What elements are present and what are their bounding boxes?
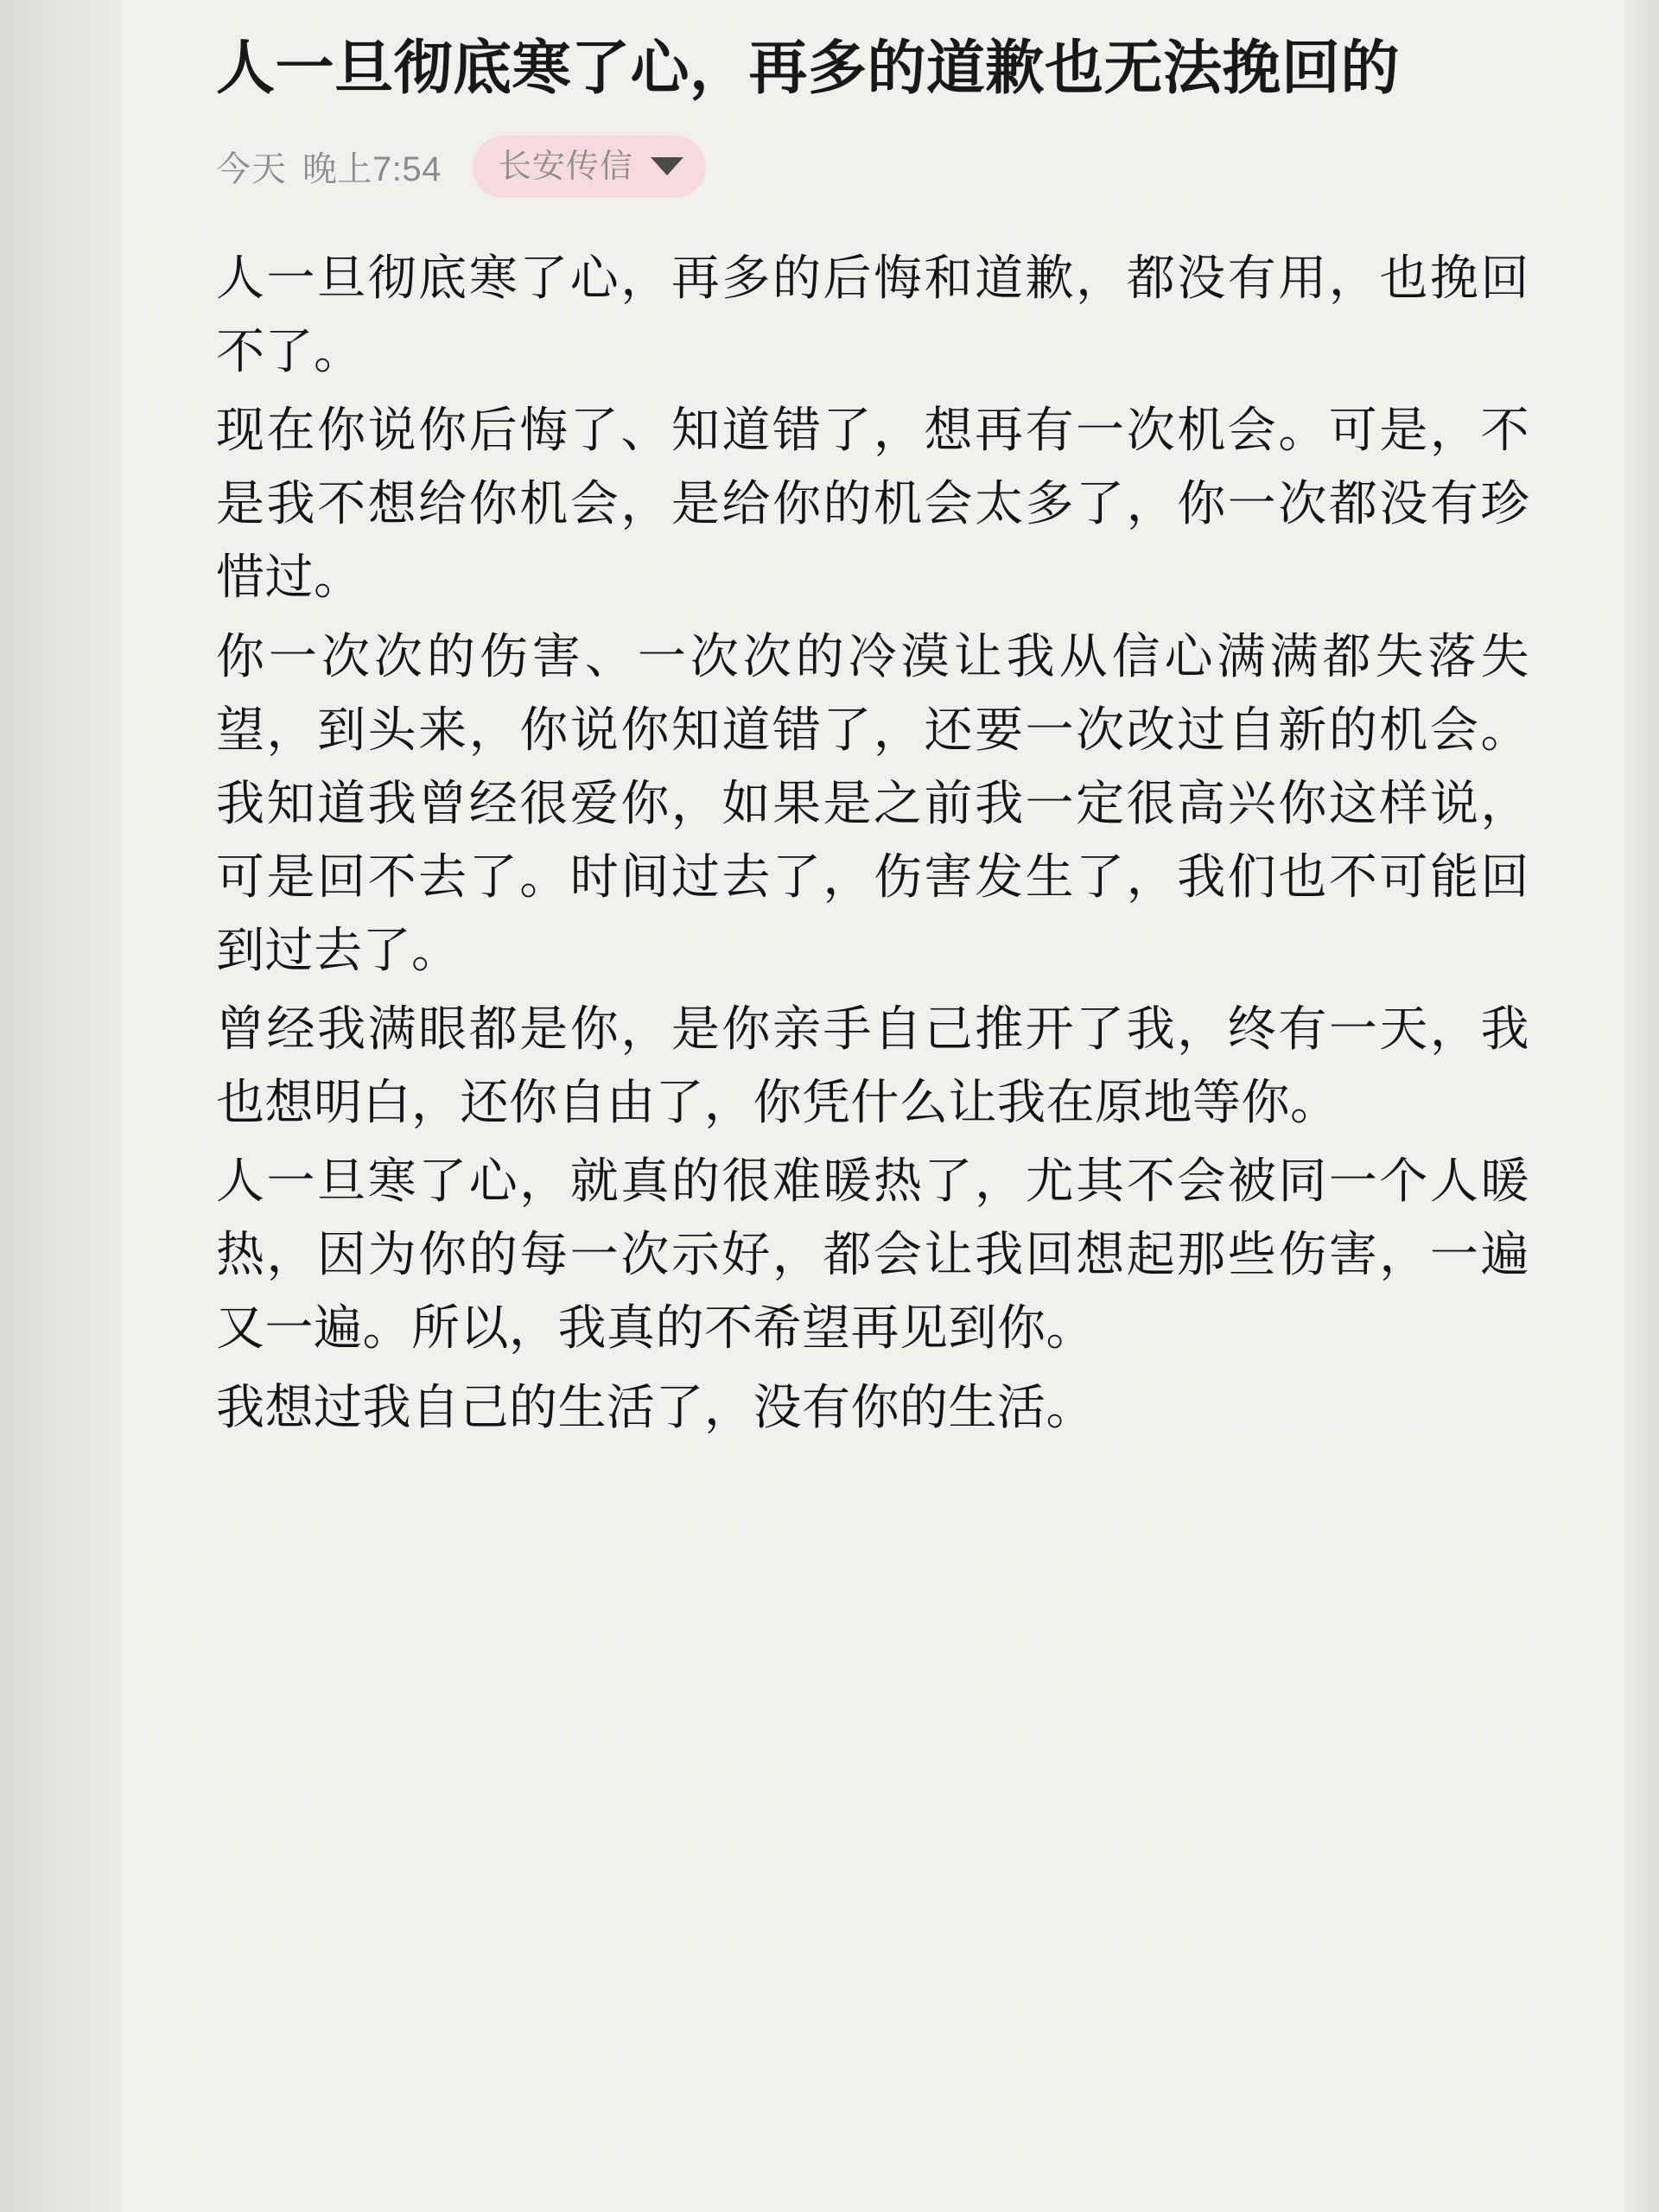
page-right-edge [1624,0,1659,2212]
chevron-down-icon[interactable] [651,157,683,175]
article-paragraph: 曾经我满眼都是你，是你亲手自己推开了我，终有一天，我也想明白，还你自由了，你凭什么让我在原地等你。 [216,1001,1529,1130]
publish-date: 今天 [216,150,287,189]
publish-time: 晚上7:54 [302,150,442,189]
article-body [216,241,1529,1444]
article-meta [216,134,1529,200]
article-paragraph: 人一旦彻底寒了心，再多的后悔和道歉，都没有用，也挽回不了。 [216,250,1529,379]
article-paragraph: 现在你说你后悔了、知道错了，想再有一次机会。可是，不是我不想给你机会，是给你的机会太多了，你一次都没有珍惜过。 [216,403,1529,605]
article-content [121,0,1624,1449]
article-paragraph: 你一次次的伤害、一次次的冷漠让我从信心满满都失落失望，到头来，你说你知道错了，还要一次改过自新的机会。我知道我曾经很爱你，如果是之前我一定很高兴你这样说，可是回不去了。时间过去了，伤害发生了，我们也不可能回到过去了。 [216,628,1529,977]
article-paragraph: 我想过我自己的生活了，没有你的生活。 [216,1379,1095,1434]
page-title: 人一旦彻底寒了心，再多的道歉也无法挽回的 [216,35,1401,101]
page-left-edge [0,0,121,2212]
source-chip[interactable] [473,136,706,198]
article-paragraph: 人一旦寒了心，就真的很难暖热了，尤其不会被同一个人暖热，因为你的每一次示好，都会让我回想起那些伤害，一遍又一遍。所以，我真的不希望再见到你。 [216,1154,1529,1356]
source-label: 长安传信 [498,148,633,185]
